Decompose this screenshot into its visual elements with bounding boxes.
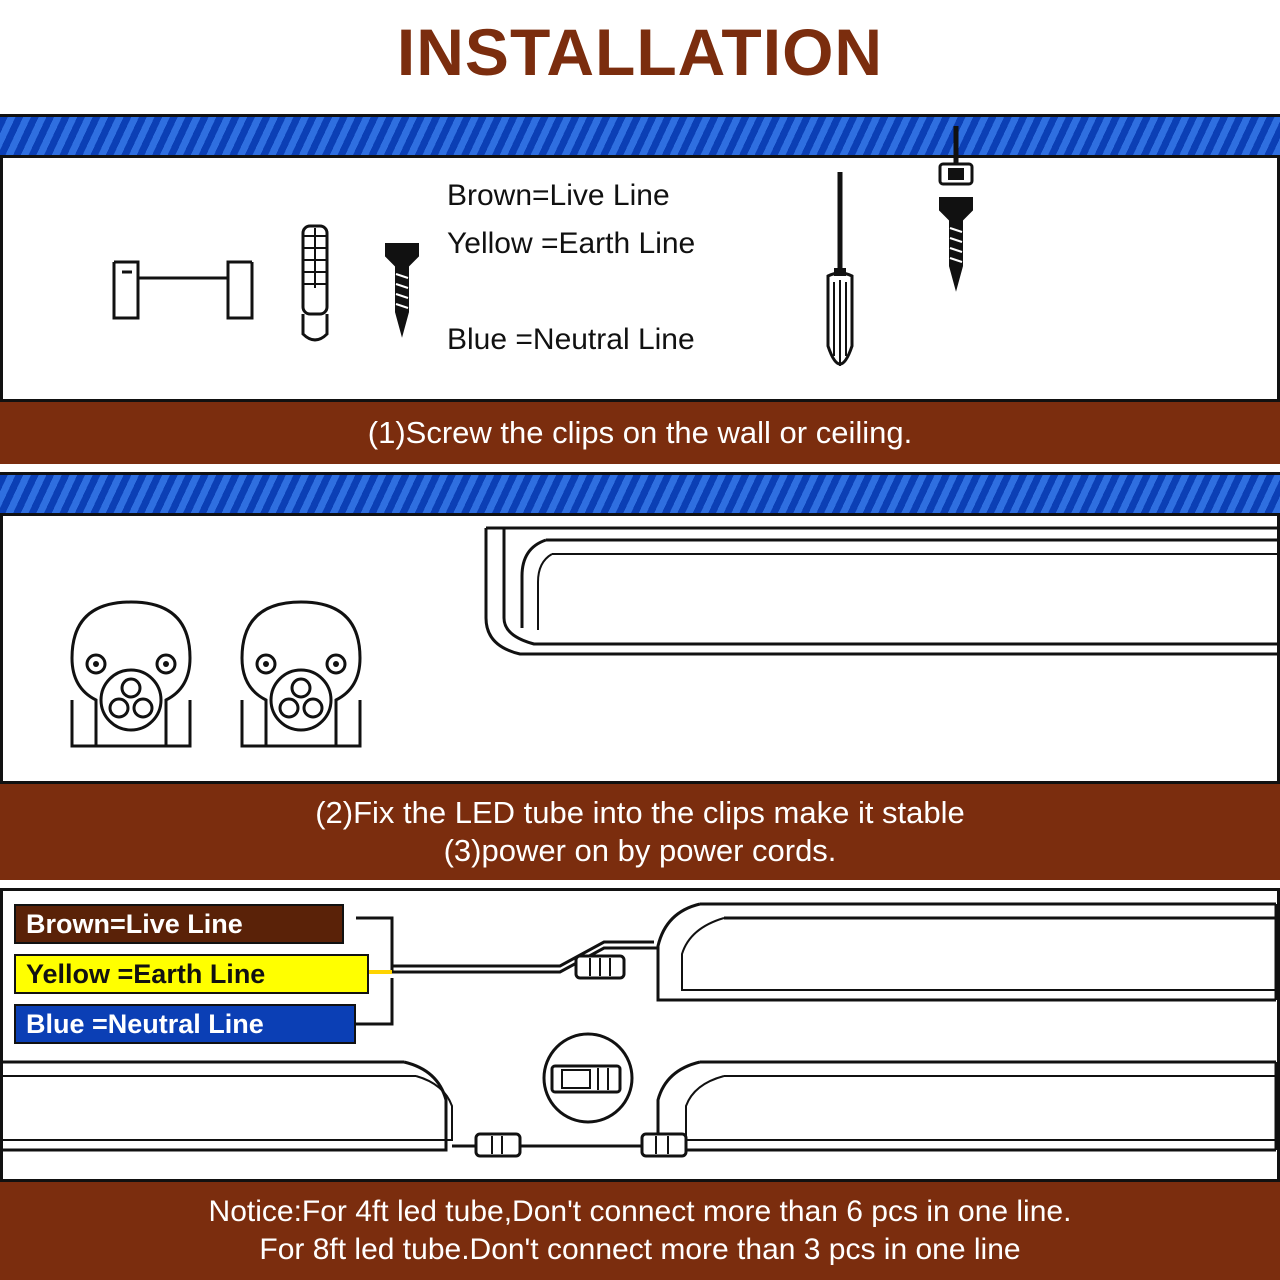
ceiling-strip-1 <box>0 114 1280 158</box>
screw-icon <box>380 238 424 343</box>
clip-bracket-icon <box>108 258 258 328</box>
legend-yellow-earth: Yellow =Earth Line <box>447 227 696 260</box>
step1-caption-line1: (1)Screw the clips on the wall or ceiling. <box>367 415 913 450</box>
label-brown-live: Brown=Live Line <box>14 904 344 944</box>
led-tube-icon <box>486 518 1280 668</box>
screw-with-clip-icon <box>930 126 982 296</box>
step1-caption <box>0 402 1280 464</box>
notice-line2: For 8ft led tube.Don't connect more than 3 pcs in one line <box>259 1233 1021 1266</box>
legend-brown-live: Brown=Live Line <box>447 179 670 212</box>
clip-mount-icon <box>226 596 376 756</box>
ceiling-strip-2 <box>0 472 1280 516</box>
notice-caption <box>0 1182 1280 1280</box>
legend-blue-neutral: Blue =Neutral Line <box>447 323 695 356</box>
wall-plug-icon <box>290 222 340 347</box>
step3-caption-line2: (3)power on by power cords. <box>443 833 837 868</box>
screwdriver-icon <box>800 170 880 385</box>
page-title: INSTALLATION <box>396 15 884 89</box>
step2-caption <box>0 784 1280 880</box>
label-yellow-earth: Yellow =Earth Line <box>14 954 369 994</box>
notice-line1: Notice:For 4ft led tube,Don't connect more than 6 pcs in one line. <box>208 1195 1072 1228</box>
label-blue-neutral: Blue =Neutral Line <box>14 1004 356 1044</box>
step2-caption-line1: (2)Fix the LED tube into the clips make it stable <box>315 795 965 830</box>
clip-mount-icon <box>56 596 206 756</box>
